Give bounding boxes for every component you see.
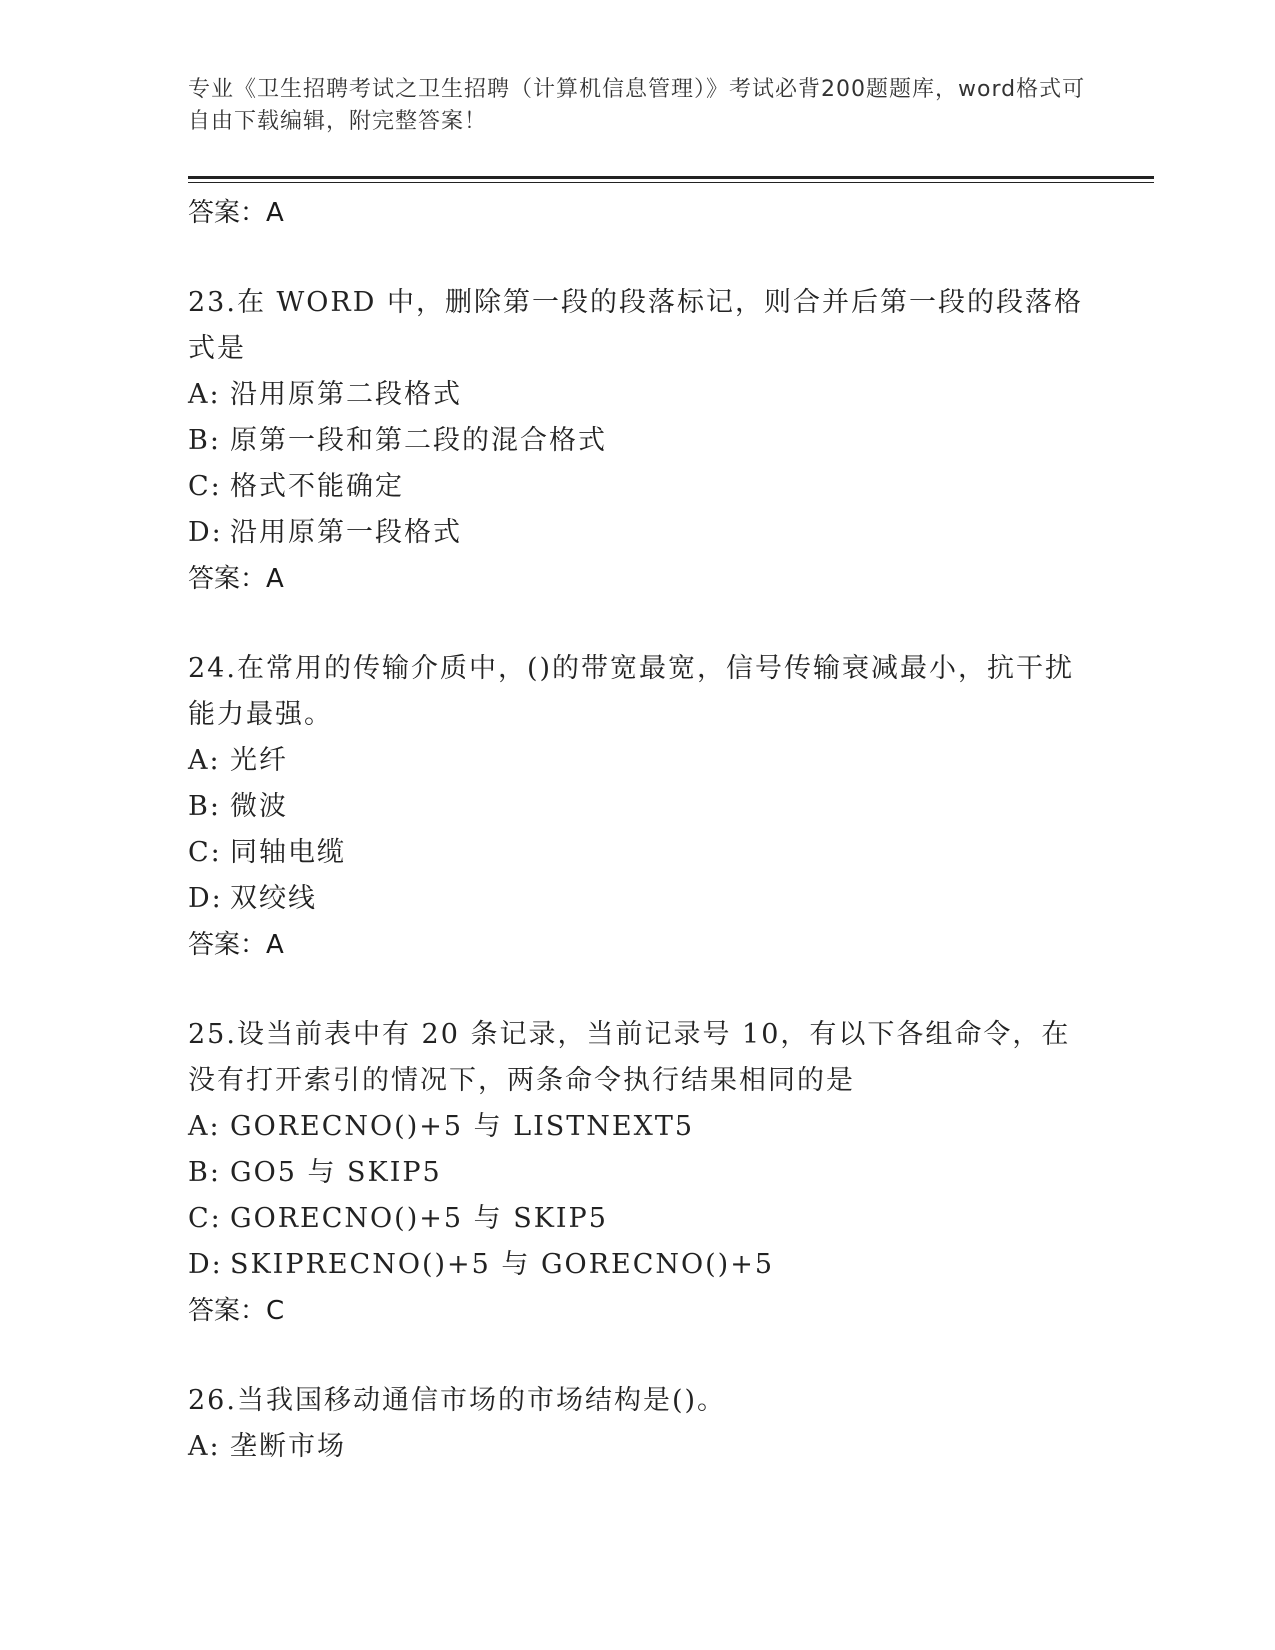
- option-key: C:: [188, 837, 222, 868]
- answer-line: [188, 1288, 1088, 1334]
- answer-label: 答案：: [188, 198, 267, 228]
- question-list: [188, 190, 1088, 1470]
- option-text: 沿用原第二段格式: [230, 379, 462, 410]
- answer-label: 答案：: [188, 564, 267, 594]
- option-key: B:: [188, 425, 221, 456]
- question-text: 25.设当前表中有 20 条记录，当前记录号 10，有以下各组命令，在没有打开索引的情况下，两条命令执行结果相同的是: [188, 1019, 1071, 1096]
- answer-line: [188, 190, 1088, 236]
- option-text: GORECNO()+5 与 LISTNEXT5: [230, 1111, 695, 1142]
- option-c: [188, 830, 1088, 876]
- option-c: [188, 1196, 1088, 1242]
- option-text: GORECNO()+5 与 SKIP5: [230, 1203, 608, 1234]
- option-key: C:: [188, 471, 222, 502]
- question-block-23: [188, 280, 1088, 602]
- option-key: D:: [188, 517, 223, 548]
- option-text: 双绞线: [230, 883, 317, 914]
- option-key: A:: [188, 745, 221, 776]
- option-key: C:: [188, 1203, 222, 1234]
- answer-line: [188, 922, 1088, 968]
- option-b: [188, 1150, 1088, 1196]
- option-d: [188, 876, 1088, 922]
- option-text: 格式不能确定: [230, 471, 404, 502]
- option-a: [188, 738, 1088, 784]
- option-text: GO5 与 SKIP5: [230, 1157, 442, 1188]
- option-key: A:: [188, 1111, 221, 1142]
- answer-label: 答案：: [188, 1296, 267, 1326]
- option-a: [188, 1104, 1088, 1150]
- header-rule-thin: [188, 182, 1154, 183]
- option-key: A:: [188, 379, 221, 410]
- option-key: B:: [188, 791, 221, 822]
- option-key: D:: [188, 883, 223, 914]
- answer-value: A: [266, 930, 284, 960]
- option-a: [188, 372, 1088, 418]
- option-text: 光纤: [230, 745, 288, 776]
- option-d: [188, 1242, 1088, 1288]
- question-block-26: [188, 1378, 1088, 1470]
- option-b: [188, 784, 1088, 830]
- option-b: [188, 418, 1088, 464]
- option-key: B:: [188, 1157, 221, 1188]
- question-text: 26.当我国移动通信市场的市场结构是()。: [188, 1385, 727, 1416]
- answer-value: A: [266, 564, 284, 594]
- answer-line: [188, 556, 1088, 602]
- option-text: SKIPRECNO()+5 与 GORECNO()+5: [230, 1249, 775, 1280]
- option-text: 微波: [230, 791, 288, 822]
- answer-label: 答案：: [188, 930, 267, 960]
- option-a: [188, 1424, 1088, 1470]
- question-block-25: [188, 1012, 1088, 1334]
- option-text: 垄断市场: [230, 1431, 346, 1462]
- option-c: [188, 464, 1088, 510]
- answer-value: C: [266, 1296, 285, 1326]
- option-text: 同轴电缆: [230, 837, 346, 868]
- option-key: A:: [188, 1431, 221, 1462]
- option-text: 沿用原第一段格式: [230, 517, 462, 548]
- question-block-24: [188, 646, 1088, 968]
- document-header: 专业《卫生招聘考试之卫生招聘（计算机信息管理）》考试必背200题题库，word格式可自由下载编辑，附完整答案！: [188, 77, 1086, 134]
- option-text: 原第一段和第二段的混合格式: [230, 425, 607, 456]
- option-key: D:: [188, 1249, 223, 1280]
- question-text: 23.在 WORD 中，删除第一段的段落标记，则合并后第一段的段落格式是: [188, 287, 1083, 364]
- question-text: 24.在常用的传输介质中，()的带宽最宽，信号传输衰减最小，抗干扰能力最强。: [188, 653, 1075, 730]
- option-d: [188, 510, 1088, 556]
- answer-value: A: [266, 198, 284, 228]
- header-rule-thick: [188, 176, 1154, 179]
